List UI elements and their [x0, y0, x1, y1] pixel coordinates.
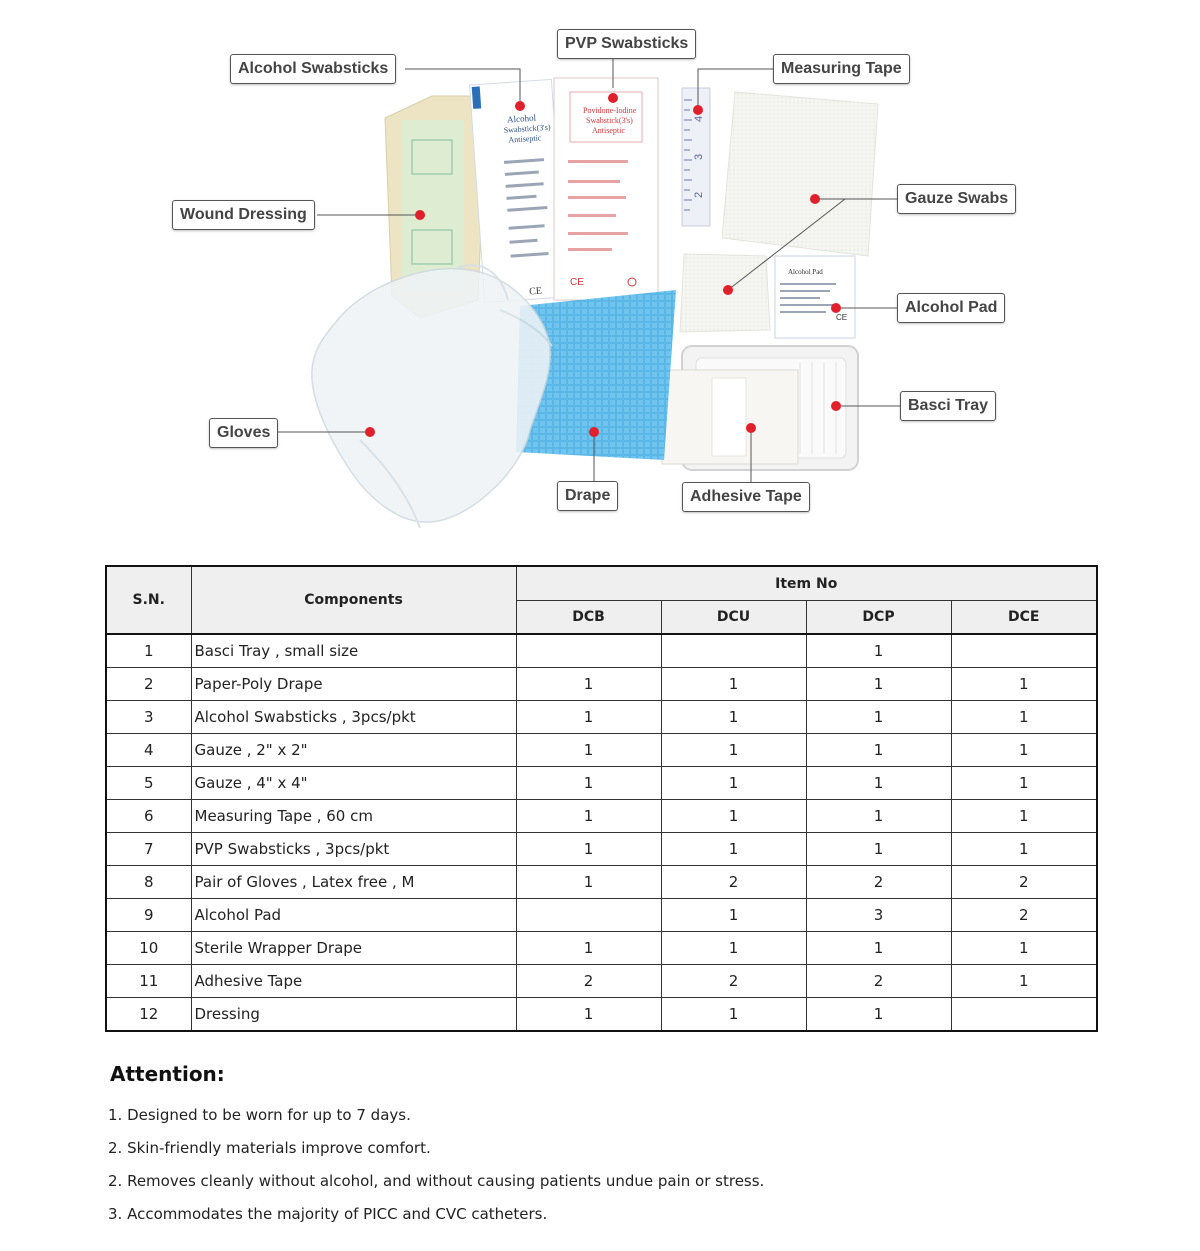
cell-qty-dcu: 1	[661, 899, 806, 932]
tape-mark-3: 3	[693, 153, 705, 160]
cell-qty-dcu: 1	[661, 701, 806, 734]
cell-sn: 7	[106, 833, 191, 866]
cell-component: Pair of Gloves , Latex free , M	[191, 866, 516, 899]
cell-sn: 11	[106, 965, 191, 998]
cell-qty-dcb: 2	[516, 965, 661, 998]
marker-alcohol-swabsticks	[515, 101, 525, 111]
table-row	[106, 866, 1097, 899]
cell-component: Alcohol Swabsticks , 3pcs/pkt	[191, 701, 516, 734]
cell-sn: 10	[106, 932, 191, 965]
callout-gloves: Gloves	[209, 418, 278, 448]
table-row	[106, 800, 1097, 833]
alcohol-pack-antiseptic: Antiseptic	[508, 133, 542, 145]
cell-qty-dce	[951, 998, 1097, 1032]
cell-component: Gauze , 2" x 2"	[191, 734, 516, 767]
table-row	[106, 668, 1097, 701]
callout-wound-dressing: Wound Dressing	[172, 200, 315, 230]
cell-qty-dce: 1	[951, 965, 1097, 998]
cell-sn: 4	[106, 734, 191, 767]
callout-pvp-swabsticks: PVP Swabsticks	[557, 29, 696, 59]
cell-sn: 3	[106, 701, 191, 734]
cell-qty-dcu: 1	[661, 668, 806, 701]
attention-item: 2. Skin-friendly materials improve comfort.	[108, 1139, 431, 1157]
header-components: Components	[191, 566, 516, 634]
marker-basci-tray	[831, 401, 841, 411]
cell-qty-dcp: 1	[806, 668, 951, 701]
components-table	[105, 565, 1098, 1032]
header-code-dcb: DCB	[516, 601, 661, 635]
alcohol-pack-ce: CE	[528, 285, 543, 298]
cell-qty-dcu: 1	[661, 800, 806, 833]
alcohol-swabstick-pack	[470, 79, 567, 302]
cell-qty-dcu: 1	[661, 767, 806, 800]
cell-qty-dcu: 1	[661, 833, 806, 866]
cell-component: Basci Tray , small size	[191, 634, 516, 668]
cell-qty-dcu: 2	[661, 965, 806, 998]
cell-component: Alcohol Pad	[191, 899, 516, 932]
tape-mark-4: 4	[693, 115, 705, 122]
cell-qty-dce	[951, 634, 1097, 668]
cell-qty-dcp: 1	[806, 767, 951, 800]
cell-qty-dce: 1	[951, 932, 1097, 965]
marker-alcohol-pad	[831, 303, 841, 313]
gauze-large-item	[722, 92, 878, 256]
alcohol-pack-sub: Swabstick(3's)	[503, 122, 551, 135]
marker-gloves	[365, 427, 375, 437]
cell-qty-dcp: 1	[806, 932, 951, 965]
pvp-pack-ce: CE	[570, 277, 584, 288]
cell-sn: 5	[106, 767, 191, 800]
header-code-dcp: DCP	[806, 601, 951, 635]
table-row	[106, 634, 1097, 668]
cell-qty-dcp: 1	[806, 998, 951, 1032]
cell-component: Paper-Poly Drape	[191, 668, 516, 701]
cell-qty-dcu: 2	[661, 866, 806, 899]
cell-qty-dce: 1	[951, 800, 1097, 833]
alcohol-pad-title: Alcohol Pad	[788, 268, 823, 276]
marker-measuring-tape	[693, 105, 703, 115]
marker-adhesive-tape	[746, 423, 756, 433]
pvp-pack-sub: Swabstick(3's)	[586, 116, 633, 125]
marker-gauze-swabs	[810, 194, 820, 204]
cell-qty-dce: 1	[951, 734, 1097, 767]
table-row	[106, 767, 1097, 800]
pvp-pack-title: Povidone-Iodine	[583, 106, 637, 115]
kit-components-image	[0, 0, 1200, 545]
cell-qty-dcp: 1	[806, 701, 951, 734]
table-row	[106, 734, 1097, 767]
cell-qty-dcu	[661, 634, 806, 668]
cell-component: Adhesive Tape	[191, 965, 516, 998]
attention-item: 1. Designed to be worn for up to 7 days.	[108, 1106, 411, 1124]
cell-sn: 8	[106, 866, 191, 899]
cell-qty-dce: 1	[951, 767, 1097, 800]
callout-adhesive-tape: Adhesive Tape	[682, 482, 810, 512]
cell-sn: 2	[106, 668, 191, 701]
cell-qty-dcp: 1	[806, 734, 951, 767]
cell-qty-dcb: 1	[516, 800, 661, 833]
cell-qty-dcb: 1	[516, 767, 661, 800]
cell-qty-dcb: 1	[516, 833, 661, 866]
cell-component: Sterile Wrapper Drape	[191, 932, 516, 965]
header-sn: S.N.	[106, 566, 191, 634]
callout-alcohol-swabsticks: Alcohol Swabsticks	[230, 54, 396, 84]
attention-item: 2. Removes cleanly without alcohol, and without causing patients undue pain or stress.	[108, 1172, 765, 1190]
table-row	[106, 701, 1097, 734]
marker-drape	[589, 427, 599, 437]
pvp-pack-antiseptic: Antiseptic	[592, 126, 625, 135]
product-illustration	[0, 0, 1200, 545]
cell-qty-dcp: 1	[806, 800, 951, 833]
table-row	[106, 998, 1097, 1032]
cell-qty-dcb: 1	[516, 668, 661, 701]
cell-qty-dce: 1	[951, 833, 1097, 866]
attention-title: Attention:	[110, 1062, 225, 1086]
cell-qty-dce: 1	[951, 701, 1097, 734]
cell-qty-dce: 2	[951, 866, 1097, 899]
cell-qty-dcb	[516, 899, 661, 932]
cell-qty-dcb	[516, 634, 661, 668]
cell-qty-dcp: 1	[806, 833, 951, 866]
cell-sn: 1	[106, 634, 191, 668]
cell-sn: 9	[106, 899, 191, 932]
cell-qty-dcp: 2	[806, 965, 951, 998]
callout-drape: Drape	[557, 481, 618, 511]
cell-component: Dressing	[191, 998, 516, 1032]
callout-measuring-tape: Measuring Tape	[773, 54, 910, 84]
cell-qty-dcp: 1	[806, 634, 951, 668]
table-row	[106, 899, 1097, 932]
header-code-dcu: DCU	[661, 601, 806, 635]
callout-alcohol-pad: Alcohol Pad	[897, 293, 1005, 323]
table-row	[106, 965, 1097, 998]
adhesive-tape-item	[662, 370, 798, 464]
pvp-swabstick-pack	[554, 78, 658, 300]
cell-qty-dce: 2	[951, 899, 1097, 932]
cell-qty-dcu: 1	[661, 998, 806, 1032]
cell-qty-dcb: 1	[516, 932, 661, 965]
table-row	[106, 932, 1097, 965]
cell-component: Gauze , 4" x 4"	[191, 767, 516, 800]
cell-component: PVP Swabsticks , 3pcs/pkt	[191, 833, 516, 866]
cell-sn: 12	[106, 998, 191, 1032]
gloves-item	[312, 265, 552, 528]
cell-qty-dcp: 2	[806, 866, 951, 899]
callout-basci-tray: Basci Tray	[900, 391, 996, 421]
cell-qty-dcb: 1	[516, 998, 661, 1032]
alcohol-pack-title: Alcohol	[506, 112, 537, 125]
cell-qty-dcp: 3	[806, 899, 951, 932]
cell-sn: 6	[106, 800, 191, 833]
marker-pvp-swabsticks	[608, 93, 618, 103]
marker-wound-dressing	[415, 210, 425, 220]
cell-qty-dcu: 1	[661, 932, 806, 965]
attention-list	[108, 1104, 764, 1236]
table-body	[106, 634, 1097, 1031]
cell-qty-dce: 1	[951, 668, 1097, 701]
cell-qty-dcu: 1	[661, 734, 806, 767]
tape-mark-2: 2	[693, 191, 705, 198]
cell-qty-dcb: 1	[516, 866, 661, 899]
cell-qty-dcb: 1	[516, 701, 661, 734]
cell-component: Measuring Tape , 60 cm	[191, 800, 516, 833]
table-row	[106, 833, 1097, 866]
cell-qty-dcb: 1	[516, 734, 661, 767]
marker-gauze-small	[723, 285, 733, 295]
alcohol-pad-item	[775, 256, 855, 338]
callout-gauze-swabs: Gauze Swabs	[897, 184, 1016, 214]
alcohol-pad-ce: CE	[836, 313, 848, 322]
attention-item: 3. Accommodates the majority of PICC and CVC catheters.	[108, 1205, 548, 1223]
header-item-no: Item No	[516, 566, 1097, 601]
header-code-dce: DCE	[951, 601, 1097, 635]
